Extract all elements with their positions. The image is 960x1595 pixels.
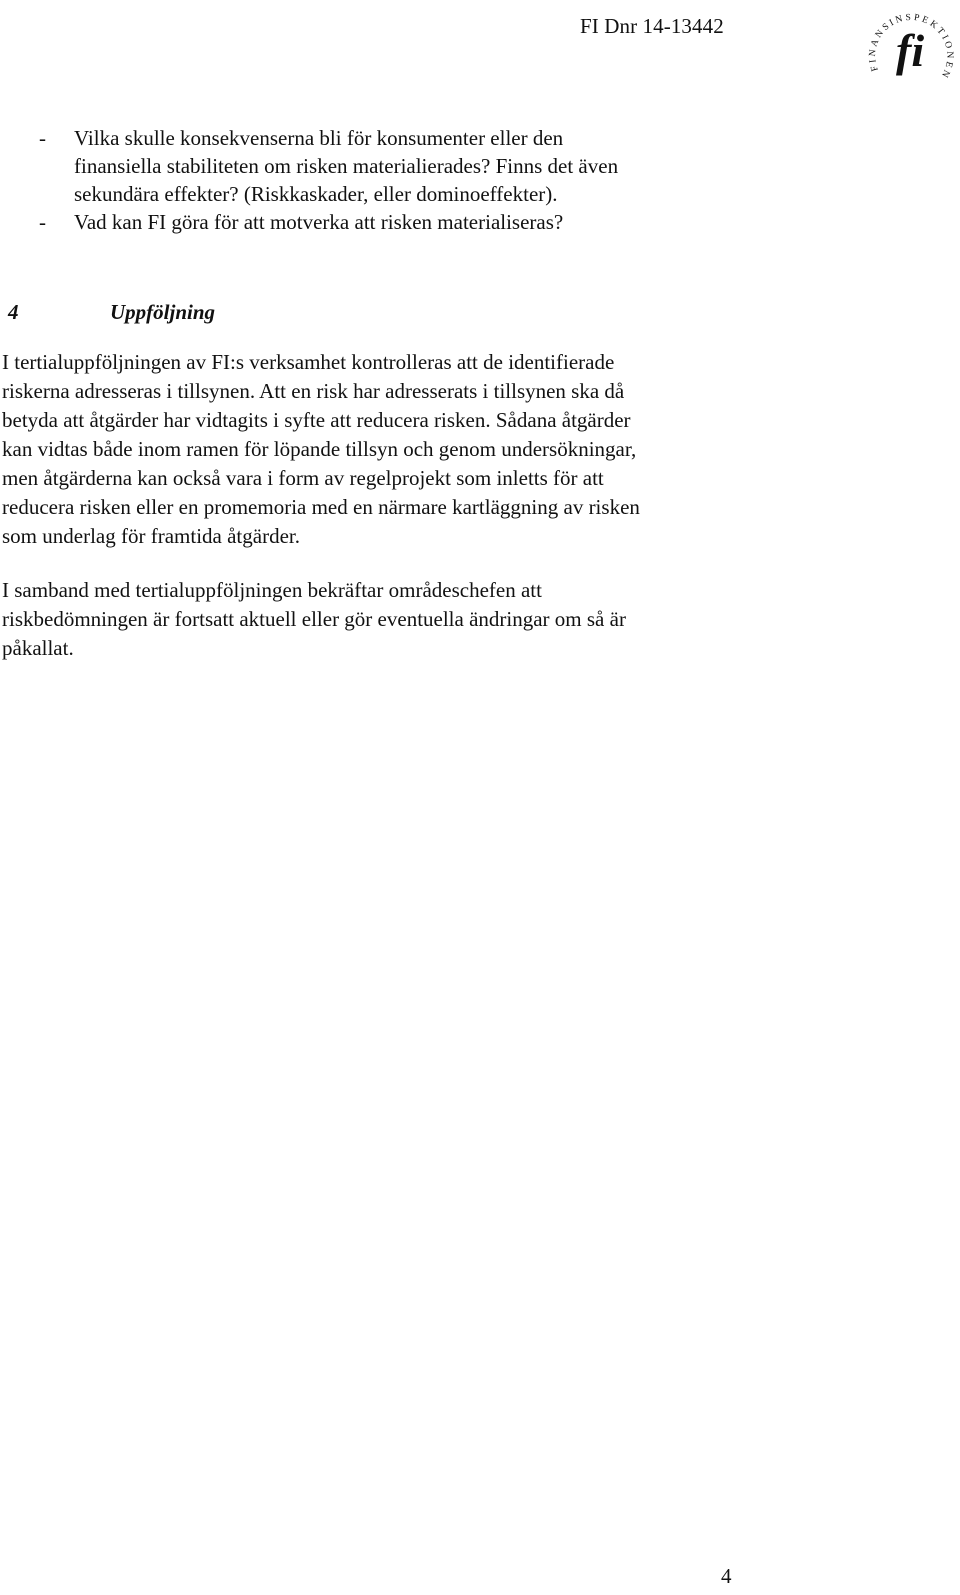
- bullet-line: Vad kan FI göra för att motverka att risken materialiseras?: [74, 210, 564, 234]
- bullet-dash: -: [39, 126, 46, 150]
- paragraph-line: påkallat.: [2, 636, 74, 660]
- body-paragraph: [2, 348, 757, 551]
- body-paragraph: [2, 576, 757, 663]
- section-title: Uppföljning: [110, 300, 216, 324]
- fi-logo: [868, 0, 956, 88]
- bullet-line: Vilka skulle konsekvenserna bli för konsumenter eller den: [74, 126, 564, 150]
- bullet-line: finansiella stabiliteten om risken materialierades? Finns det även: [74, 154, 619, 178]
- section-number: 4: [8, 300, 19, 324]
- document-reference: FI Dnr 14-13442: [580, 14, 724, 38]
- logo-monogram: fi: [896, 25, 925, 76]
- bullet-item: [0, 208, 900, 236]
- paragraph-line: kan vidtas både inom ramen för löpande tillsyn och genom undersökningar,: [2, 437, 637, 461]
- paragraph-line: men åtgärderna kan också vara i form av regelprojekt som inletts för att: [2, 466, 604, 490]
- bullet-list: [0, 124, 900, 236]
- page-number: 4: [721, 1564, 732, 1588]
- bullet-item: [0, 124, 900, 208]
- paragraph-line: reducera risken eller en promemoria med en närmare kartläggning av risken: [2, 495, 640, 519]
- bullet-dash: -: [39, 210, 46, 234]
- paragraph-line: som underlag för framtida åtgärder.: [2, 524, 300, 548]
- paragraph-line: riskbedömningen är fortsatt aktuell eller gör eventuella ändringar om så är: [2, 607, 626, 631]
- paragraph-line: I tertialuppföljningen av FI:s verksamhet kontrolleras att de identifierade: [2, 350, 615, 374]
- paragraph-line: riskerna adresseras i tillsynen. Att en risk har adresserats i tillsynen ska då: [2, 379, 625, 403]
- paragraph-line: I samband med tertialuppföljningen bekräftar områdeschefen att: [2, 578, 542, 602]
- logo-ring-textpath: FINANSINSPEKTIONEN: [868, 12, 955, 81]
- paragraph-line: betyda att åtgärder har vidtagits i syfte att reducera risken. Sådana åtgärder: [2, 408, 631, 432]
- bullet-line: sekundära effekter? (Riskkaskader, eller dominoeffekter).: [74, 182, 558, 206]
